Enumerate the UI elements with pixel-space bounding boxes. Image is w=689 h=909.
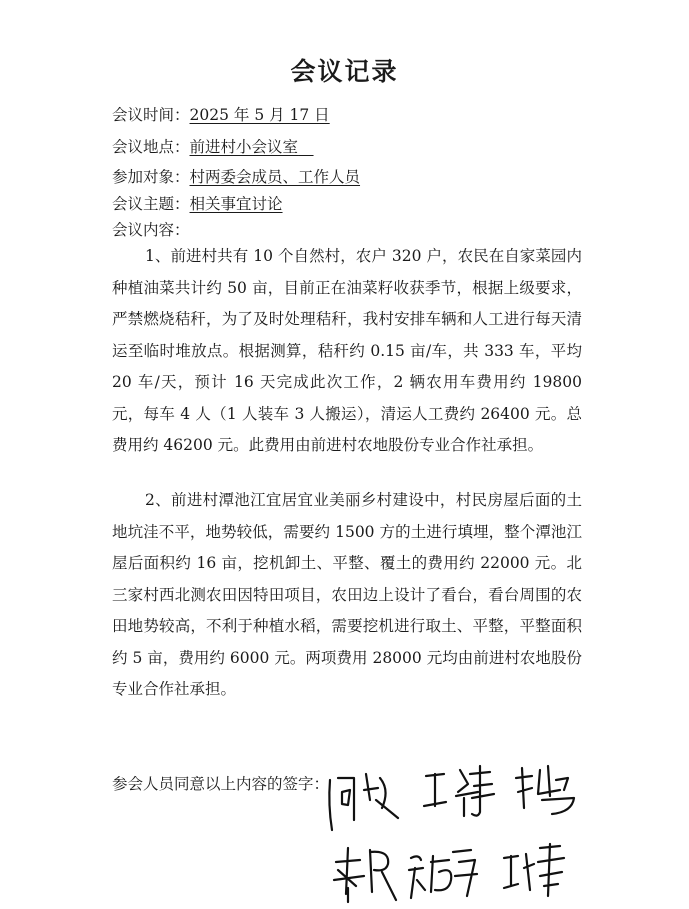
content-paragraph-2: 2、前进村潭池江宜居宜业美丽乡村建设中，村民房屋后面的土地坑洼不平，地势较低，需要约 1500 方的土进行填埋，整个潭池江屋后面积约 16 亩，挖机卸土、平整、覆土的费用约 22000 元。北三家村西北测农田因特田项目，农田边上设计了看台，看台周围的农田地势较高，不利于种植水稻，需要挖机进行取土、平整，平整面积约 5 亩，费用约 6000 元。两项费用 28000 元均由前进村农地股份专业合作社承担。 — [112, 491, 582, 698]
meeting-content-label: 会议内容： — [112, 221, 190, 239]
document-title: 会议记录 — [290, 57, 399, 86]
signature-4 — [330, 840, 405, 906]
meeting-topic-label: 会议主题： — [112, 195, 190, 213]
content-paragraph-1: 1、前进村共有 10 个自然村，农户 320 户，农民在自家菜园内种植油菜共计约 50 亩，目前正在油菜籽收获季节，根据上级要求，严禁燃烧秸秆，为了及时处理秸秆，我村安排车辆和人工进行每天清运至临时堆放点。根据测算，秸秆约 0.15 亩/车，共 333 车，平均 20 车/天，预计 16 天完成此次工作，2 辆农用车费用约 19800 元，每车 4 人（1 人装车 3 人搬运），清运人工费约 26400 元。总费用约 46200 元。此费用由前进村农地股份专业合作社承担。 — [112, 247, 582, 454]
signature-5 — [405, 842, 480, 904]
meeting-time-value: 2025 年 5 月 17 日 — [189, 106, 330, 124]
meeting-time-row — [112, 105, 330, 125]
meeting-location-row — [112, 137, 314, 157]
signature-2 — [420, 762, 510, 822]
meeting-location-value: 前进村小会议室 — [189, 138, 299, 156]
signature-label: 参会人员同意以上内容的签字： — [112, 775, 330, 793]
meeting-topic-row — [112, 194, 283, 214]
signature-6 — [500, 840, 570, 902]
signature-3 — [512, 760, 582, 820]
signature-1 — [320, 760, 410, 840]
meeting-content-row — [112, 220, 190, 240]
underline-padding — [298, 138, 314, 156]
meeting-time-label: 会议时间： — [112, 106, 190, 124]
attendees-row — [112, 167, 360, 187]
meeting-topic-value: 相关事宜讨论 — [189, 195, 283, 213]
attendees-label: 参加对象： — [112, 168, 190, 186]
attendees-value: 村两委会成员、工作人员 — [189, 168, 361, 186]
meeting-location-label: 会议地点： — [112, 138, 190, 156]
